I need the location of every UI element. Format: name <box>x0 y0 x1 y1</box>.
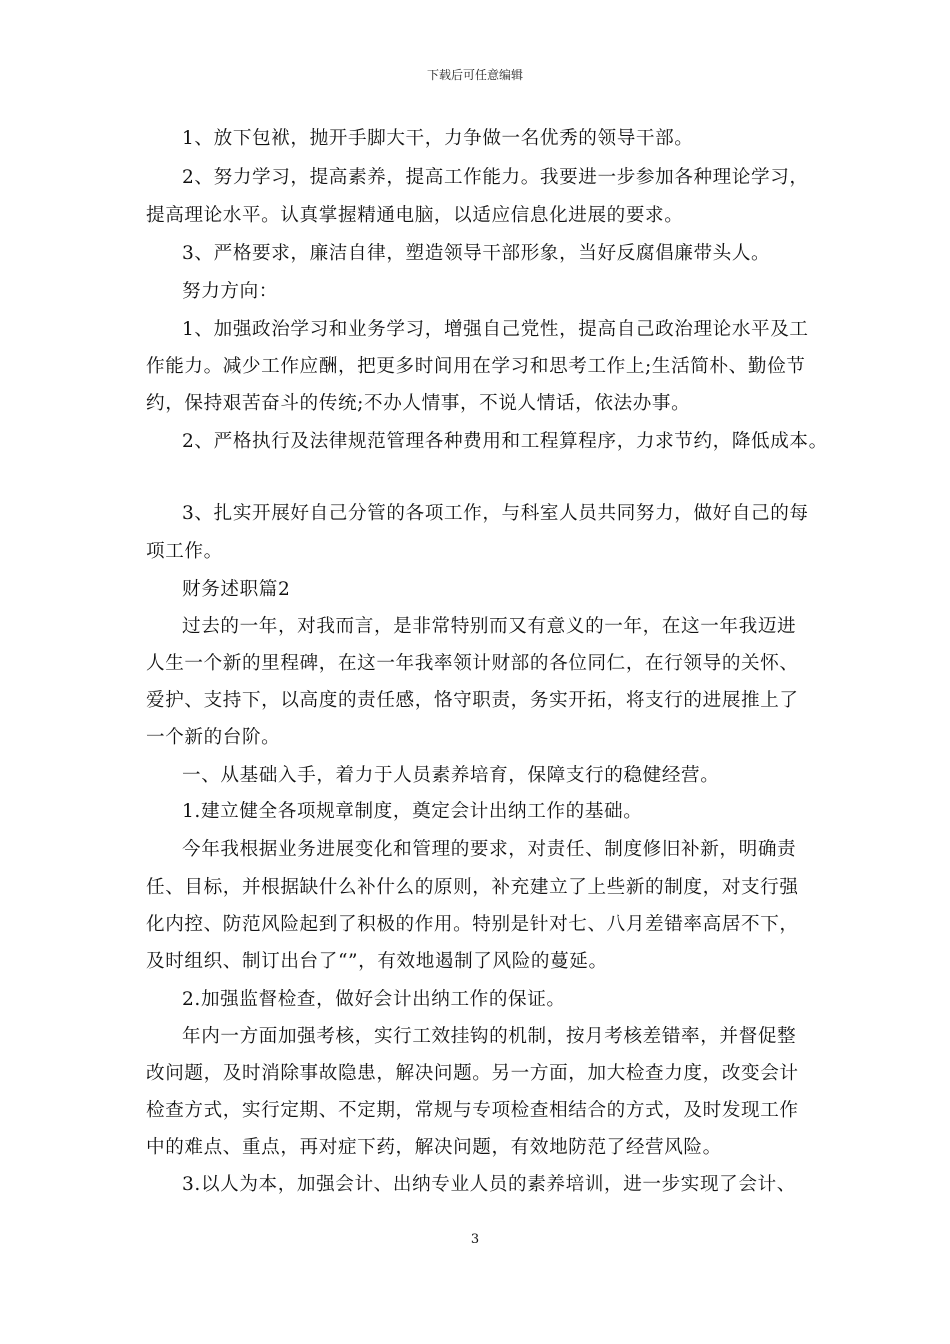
text-line: 检查方式，实行定期、不定期，常规与专项检查相结合的方式，及时发现工作 <box>146 1100 799 1121</box>
text-line: 项工作。 <box>146 541 223 562</box>
text-line: 过去的一年，对我而言，是非常特别而又有意义的一年，在这一年我迈进 <box>182 616 797 637</box>
text-line: 作能力。减少工作应酬，把更多时间用在学习和思考工作上;生活简朴、勤俭节 <box>146 356 806 377</box>
text-line: 一、从基础入手，着力于人员素养培育，保障支行的稳健经营。 <box>182 765 720 786</box>
text-line: 任、目标，并根据缺什么补什么的原则，补充建立了上些新的制度，对支行强 <box>146 877 799 898</box>
text-line: 3、扎实开展好自己分管的各项工作，与科室人员共同努力，做好自己的每 <box>182 503 809 524</box>
text-line: 一个新的台阶。 <box>146 727 281 748</box>
text-line: 1、加强政治学习和业务学习，增强自己党性，提高自己政治理论水平及工 <box>182 319 809 340</box>
text-line: 1、放下包袱，抛开手脚大干，力争做一名优秀的领导干部。 <box>182 128 694 149</box>
text-line: 1.建立健全各项规章制度，奠定会计出纳工作的基础。 <box>182 801 643 822</box>
text-line: 爱护、支持下，以高度的责任感，恪守职责，务实开拓，将支行的进展推上了 <box>146 690 799 711</box>
page-number: 3 <box>470 1232 480 1247</box>
text-line: 3、严格要求，廉洁自律，塑造领导干部形象，当好反腐倡廉带头人。 <box>182 243 771 264</box>
text-line: 2、努力学习，提高素养，提高工作能力。我要进一步参加各种理论学习， <box>182 167 809 188</box>
text-line: 今年我根据业务进展变化和管理的要求，对责任、制度修旧补新，明确责 <box>182 839 797 860</box>
text-line: 化内控、防范风险起到了积极的作用。特别是针对七、八月差错率高居不下， <box>146 914 799 935</box>
section-heading: 努力方向： <box>182 281 278 302</box>
text-line: 3.以人为本，加强会计、出纳专业人员的素养培训，进一步实现了会计、 <box>182 1174 796 1195</box>
text-line: 约，保持艰苦奋斗的传统;不办人情事，不说人情话，依法办事。 <box>146 393 691 414</box>
text-line: 中的难点、重点，再对症下药，解决问题，有效地防范了经营风险。 <box>146 1137 722 1158</box>
text-line: 及时组织、制订出台了“”，有效地遏制了风险的蔓延。 <box>146 951 608 972</box>
text-line: 人生一个新的里程碑，在这一年我率领计财部的各位同仁，在行领导的关怀、 <box>146 653 799 674</box>
text-line: 年内一方面加强考核，实行工效挂钩的机制，按月考核差错率，并督促整 <box>182 1026 797 1047</box>
text-line: 改问题，及时消除事故隐患，解决问题。另一方面，加大检查力度，改变会计 <box>146 1063 799 1084</box>
text-line: 2.加强监督检查，做好会计出纳工作的保证。 <box>182 989 566 1010</box>
section-heading: 财务述职篇2 <box>182 579 291 600</box>
text-line: 2、严格执行及法律规范管理各种费用和工程算程序，力求节约，降低成本。 <box>182 431 828 452</box>
page-header-note: 下载后可任意编辑 <box>426 68 523 82</box>
text-line: 提高理论水平。认真掌握精通电脑，以适应信息化进展的要求。 <box>146 205 684 226</box>
